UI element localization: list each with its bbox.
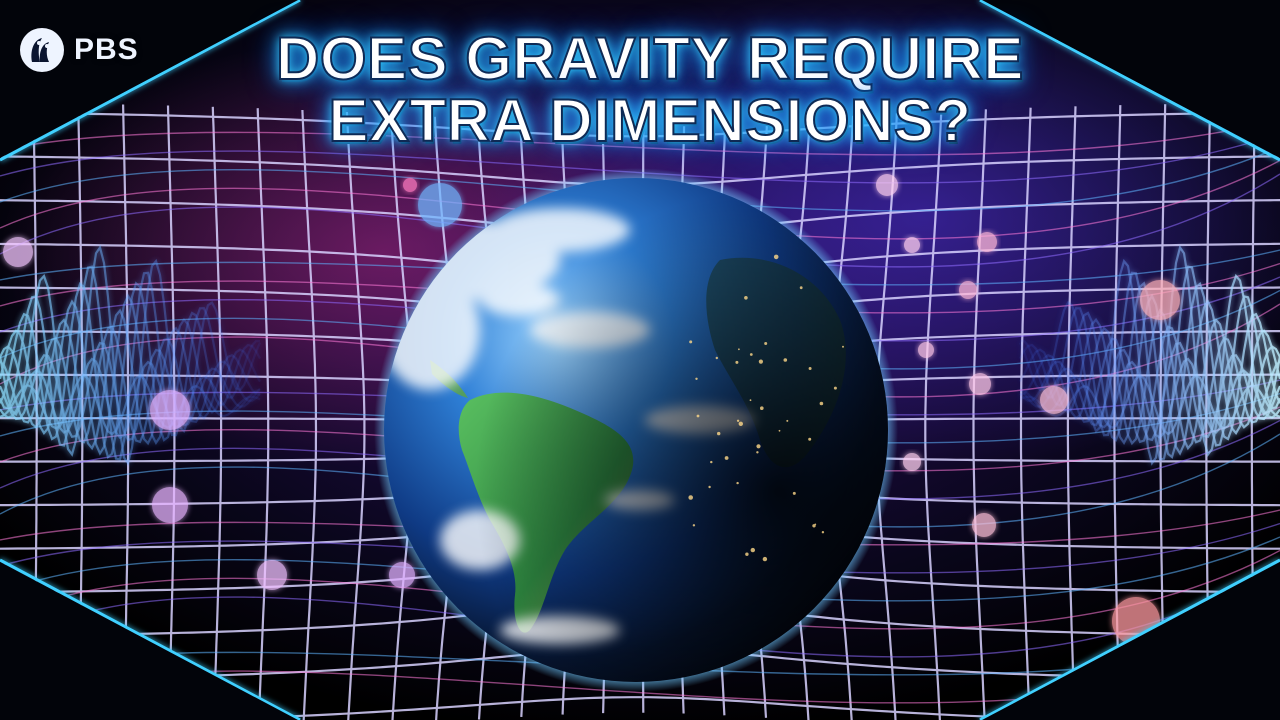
title-line-2: EXTRA DIMENSIONS? <box>328 87 972 154</box>
logo-text: PBS <box>74 33 139 66</box>
title-line-1: DOES GRAVITY REQUIRE <box>276 25 1024 92</box>
earth-globe <box>374 168 898 692</box>
pbs-logo <box>18 26 139 74</box>
video-title <box>150 25 1150 154</box>
pbs-heads-icon <box>18 26 66 74</box>
